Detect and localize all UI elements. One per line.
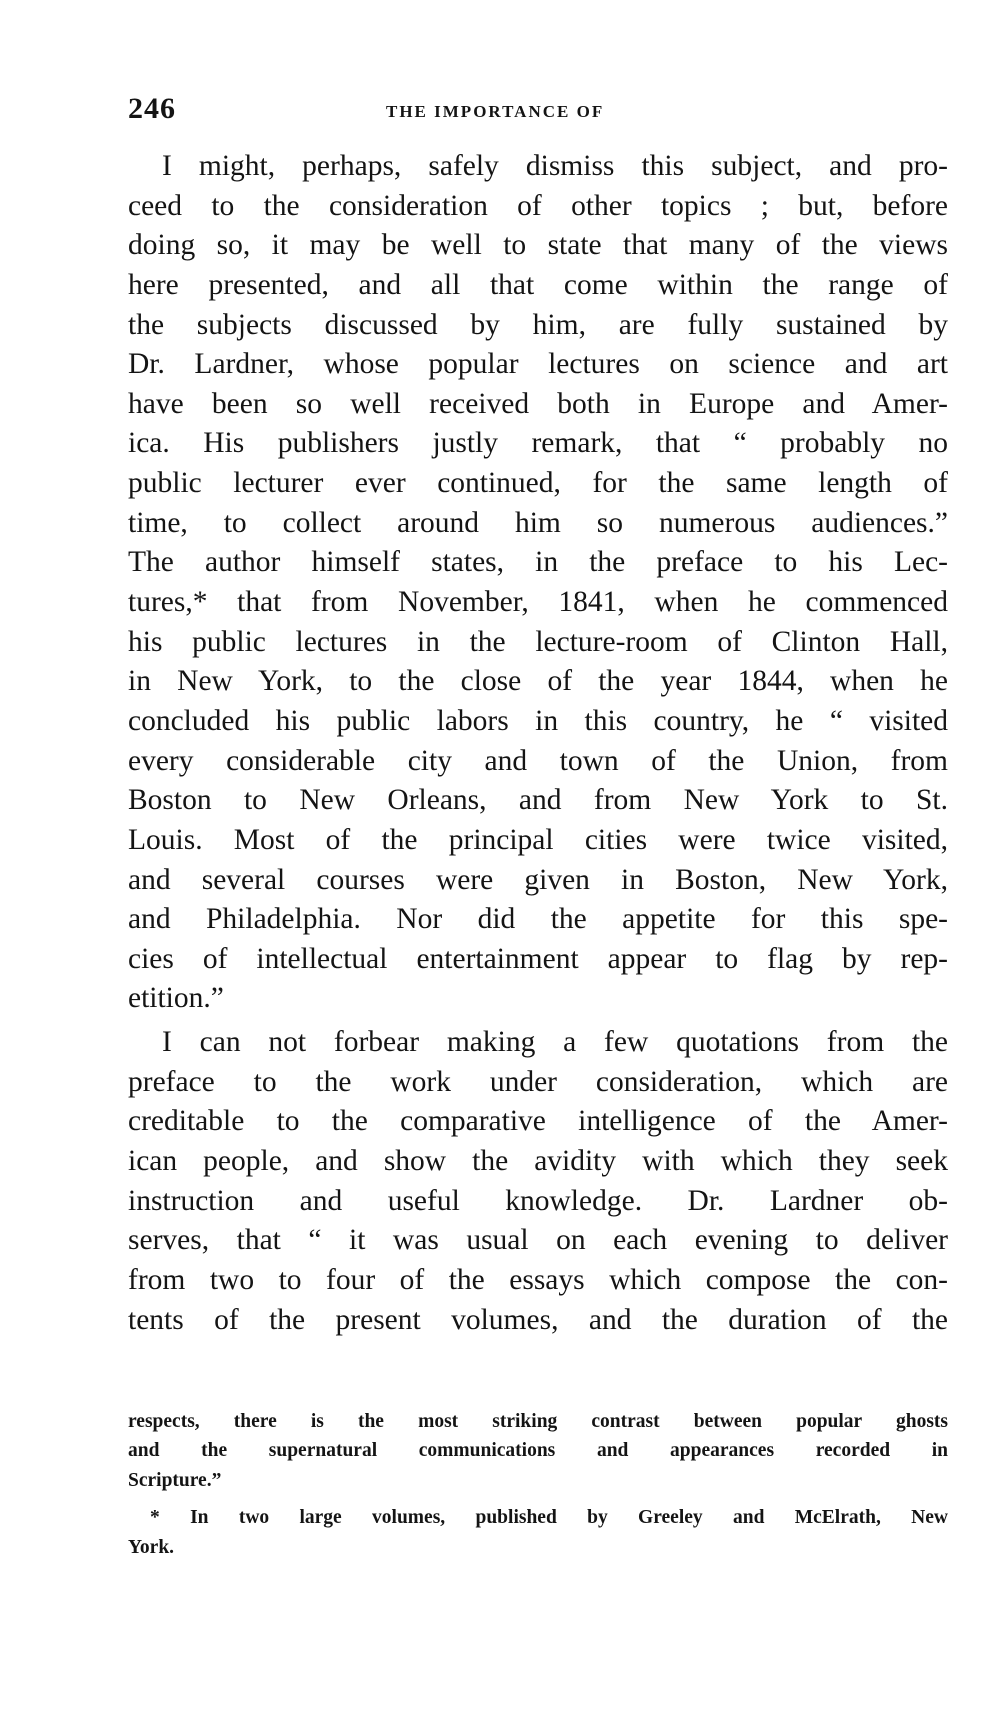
text-line: tures,* that from November, 1841, when he commenced: [128, 586, 948, 619]
text-line: preface to the work under consideration, which are: [128, 1065, 948, 1098]
text-line: I might, perhaps, safely dismiss this subject, and pro-: [162, 150, 948, 182]
footnote-line: respects, there is the most striking contrast between popular ghosts: [128, 1411, 948, 1432]
paragraph-1: [128, 147, 948, 1019]
text-line: the subjects discussed by him, are fully sustained by: [128, 308, 948, 341]
text-line: in New York, to the close of the year 1844, when he: [128, 665, 948, 698]
footnote-star: [128, 1503, 948, 1562]
footnote-gap: [128, 1495, 948, 1503]
text-line: here presented, and all that come within the range of: [128, 268, 948, 301]
text-line: every considerable city and town of the Union, from: [128, 744, 948, 777]
text-line: serves, that “ it was usual on each evening to deliver: [128, 1224, 948, 1257]
text-line: Boston to New Orleans, and from New York to St.: [128, 784, 948, 817]
paragraph-2: [128, 1023, 948, 1340]
footnotes: [128, 1407, 948, 1562]
text-line: from two to four of the essays which compose the con-: [128, 1263, 948, 1296]
text-line: I can not forbear making a few quotations from the: [162, 1026, 948, 1059]
text-line: doing so, it may be well to state that many of the views: [128, 229, 948, 262]
text-line: his public lectures in the lecture-room of Clinton Hall,: [128, 625, 948, 658]
page-number: 246: [128, 92, 176, 125]
text-line: have been so well received both in Europe and Amer-: [128, 387, 948, 420]
text-line: tents of the present volumes, and the duration of the: [128, 1303, 948, 1336]
text-line: and Philadelphia. Nor did the appetite for this spe-: [128, 903, 948, 936]
text-line: concluded his public labors in this country, he “ visited: [128, 704, 948, 737]
footnote-continued: [128, 1407, 948, 1495]
text-line: and several courses were given in Boston, New York,: [128, 863, 948, 896]
text-line: cies of intellectual entertainment appear to flag by rep-: [128, 942, 948, 975]
footnote-line: and the supernatural communications and appearances recorded in: [128, 1440, 948, 1462]
text-line: etition.”: [128, 982, 224, 1015]
page-header: [128, 92, 948, 132]
text-line: Louis. Most of the principal cities were twice visited,: [128, 823, 948, 856]
text-line: public lecturer ever continued, for the same length of: [128, 467, 948, 500]
footnote-line: * In two large volumes, published by Greeley and McElrath, New: [150, 1507, 948, 1529]
text-line: ican people, and show the avidity with which they seek: [128, 1145, 948, 1178]
text-line: ceed to the consideration of other topics ; but, before: [128, 189, 948, 222]
running-head: THE IMPORTANCE OF: [386, 102, 605, 121]
footnote-line: Scripture.”: [128, 1469, 222, 1491]
footnote-line: York.: [128, 1536, 175, 1558]
text-line: The author himself states, in the preface to his Lec-: [128, 546, 948, 579]
text-line: time, to collect around him so numerous audiences.”: [128, 506, 948, 539]
text-line: instruction and useful knowledge. Dr. Lardner ob-: [128, 1184, 948, 1217]
text-line: creditable to the comparative intelligence of the Amer-: [128, 1105, 948, 1138]
text-line: ica. His publishers justly remark, that “ probably no: [128, 427, 948, 460]
text-line: Dr. Lardner, whose popular lectures on science and art: [128, 348, 948, 381]
body-text: [128, 147, 948, 1340]
